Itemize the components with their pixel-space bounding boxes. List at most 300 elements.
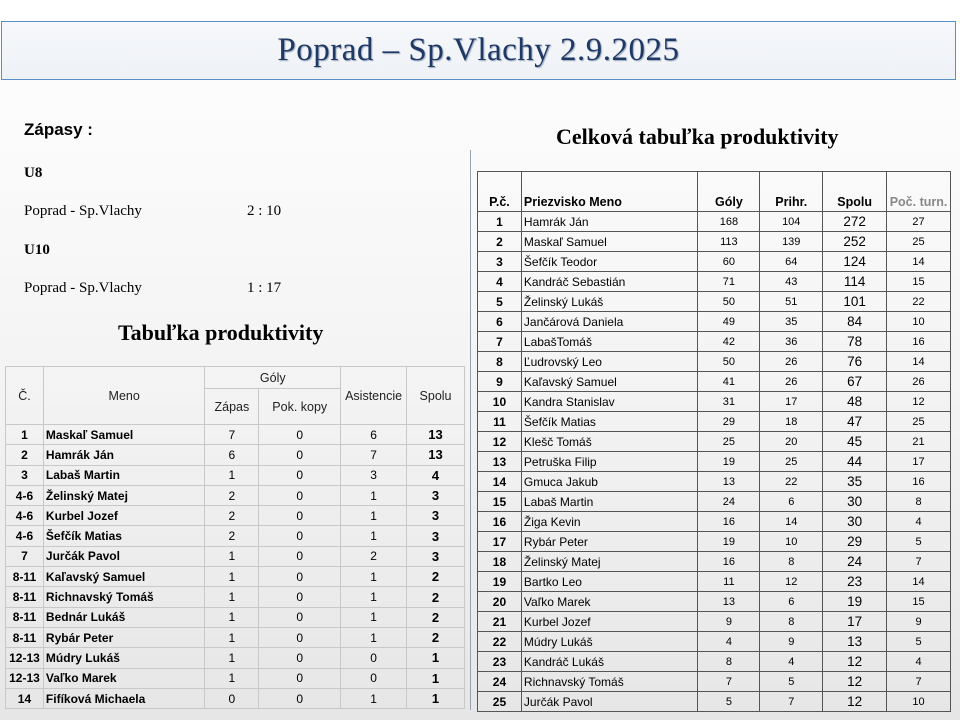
table-row [478,452,951,472]
table-row [478,572,951,592]
table-cell: Kandráč Sebastián [521,272,698,292]
table-cell: 17 [823,612,887,632]
table-cell: 3 [6,465,44,485]
title-banner [1,21,956,80]
table-cell: 1 [205,546,259,566]
table-cell: 1 [205,668,259,688]
table-cell: 42 [698,332,760,352]
table-cell: 4 [887,652,951,672]
table-cell: 101 [823,292,887,312]
table-cell: Fifíková Michaela [43,688,205,708]
table-cell: 4-6 [6,526,44,546]
table-row [478,692,951,712]
table-cell: 1 [205,567,259,587]
table-cell: Gmuca Jakub [521,472,698,492]
table-cell: 7 [6,546,44,566]
table-cell: Bednár Lukáš [43,607,205,627]
table-cell: 18 [478,552,522,572]
table-cell: 19 [478,572,522,592]
table-cell: 7 [205,425,259,445]
header-pc: P.č. [478,172,522,212]
table-row [6,688,465,708]
table-cell: 6 [205,445,259,465]
table-cell: 20 [760,432,823,452]
table-cell: 22 [760,472,823,492]
table-cell: 0 [259,627,341,647]
table-cell: 23 [478,652,522,672]
table-cell: Jurčák Pavol [521,692,698,712]
table-cell: 2 [407,627,465,647]
table-row [478,312,951,332]
table-row [6,567,465,587]
table-row [6,526,465,546]
table-cell: 14 [478,472,522,492]
table-cell: 5 [478,292,522,312]
table-cell: 1 [407,688,465,708]
table-cell: 7 [760,692,823,712]
table-cell: 2 [407,567,465,587]
table-cell: 64 [760,252,823,272]
table-cell: Maskaľ Samuel [43,425,205,445]
table-cell: 8-11 [6,627,44,647]
left-table-title: Tabuľka produktivity [118,320,324,345]
table-cell: 3 [407,546,465,566]
table-cell: 3 [407,526,465,546]
table-row [6,506,465,526]
table-cell: 13 [698,592,760,612]
table-cell: 35 [823,472,887,492]
table-cell: 1 [341,607,407,627]
table-cell: 0 [259,688,341,708]
table-cell: Šefčík Matias [521,412,698,432]
table-cell: 26 [887,372,951,392]
header-meno: Meno [43,367,205,425]
table-cell: 15 [887,592,951,612]
table-cell: 8 [760,552,823,572]
table-cell: 16 [887,332,951,352]
table-cell: Labaš Martin [521,492,698,512]
table-row [6,648,465,668]
match-teams: Poprad - Sp.Vlachy [24,280,142,296]
table-cell: 7 [887,552,951,572]
table-cell: 43 [760,272,823,292]
table-cell: 3 [407,506,465,526]
table-cell: 139 [760,232,823,252]
table-cell: 0 [259,425,341,445]
table-cell: 8 [887,492,951,512]
table-cell: 5 [887,632,951,652]
table-cell: 19 [698,452,760,472]
table-cell: 12 [478,432,522,452]
table-cell: 16 [887,472,951,492]
table-cell: 0 [259,465,341,485]
table-cell: 2 [6,445,44,465]
table-row [478,272,951,292]
table-cell: 14 [887,352,951,372]
table-cell: 0 [259,526,341,546]
table-cell: Ľudrovský Leo [521,352,698,372]
table-cell: Múdry Lukáš [43,648,205,668]
table-cell: 14 [887,252,951,272]
table-cell: 78 [823,332,887,352]
table-cell: 25 [887,232,951,252]
table-cell: 9 [698,612,760,632]
table-cell: 1 [205,627,259,647]
header-poc-turn: Poč. turn. [887,172,951,212]
table-cell: Želinský Matej [43,485,205,505]
header-pok-kopy: Pok. kopy [259,389,341,425]
table-cell: Želinský Matej [521,552,698,572]
table-cell: 1 [341,688,407,708]
table-cell: 8-11 [6,567,44,587]
table-row [6,445,465,465]
table-cell: 1 [341,506,407,526]
table-cell: 0 [205,688,259,708]
table-cell: 104 [760,212,823,232]
match-row [24,203,324,220]
table-cell: Šefčík Matias [43,526,205,546]
table-row [478,212,951,232]
table-cell: 6 [760,592,823,612]
table-cell: 2 [205,526,259,546]
table-cell: 1 [341,485,407,505]
table-cell: 13 [407,445,465,465]
table-cell: Kaľavský Samuel [521,372,698,392]
table-cell: Labaš Martin [43,465,205,485]
table-cell: 30 [823,492,887,512]
table-cell: 12-13 [6,668,44,688]
table-row [6,425,465,445]
table-cell: 1 [407,648,465,668]
table-cell: 8 [478,352,522,372]
header-goly: Góly [698,172,760,212]
table-cell: 21 [478,612,522,632]
table-cell: 2 [407,587,465,607]
table-cell: 7 [478,332,522,352]
table-cell: 3 [341,465,407,485]
table-cell: 3 [478,252,522,272]
table-cell: 114 [823,272,887,292]
table-cell: 12 [760,572,823,592]
divider [470,150,471,710]
table-cell: 0 [341,668,407,688]
table-cell: Hamrák Ján [521,212,698,232]
table-cell: 50 [698,352,760,372]
table-cell: 49 [698,312,760,332]
table-cell: 16 [698,512,760,532]
header-spolu: Spolu [823,172,887,212]
table-cell: 252 [823,232,887,252]
table-cell: 8-11 [6,587,44,607]
table-row [478,672,951,692]
table-cell: 4 [887,512,951,532]
table-cell: 9 [478,372,522,392]
table-cell: 20 [478,592,522,612]
table-cell: Kaľavský Samuel [43,567,205,587]
table-row [478,552,951,572]
table-cell: 272 [823,212,887,232]
table-cell: Vaľko Marek [521,592,698,612]
table-cell: 168 [698,212,760,232]
table-cell: 1 [341,526,407,546]
table-cell: 26 [760,352,823,372]
table-row [478,292,951,312]
header-name: Priezvisko Meno [521,172,698,212]
table-cell: 0 [259,506,341,526]
matches-heading: Zápasy : [24,120,93,139]
table-cell: 6 [341,425,407,445]
table-cell: Petruška Filip [521,452,698,472]
table-row [478,392,951,412]
table-cell: 60 [698,252,760,272]
table-cell: 18 [760,412,823,432]
table-cell: 17 [760,392,823,412]
table-cell: 22 [887,292,951,312]
table-cell: 2 [205,485,259,505]
table-cell: 25 [478,692,522,712]
productivity-table [5,366,465,709]
table-cell: 24 [478,672,522,692]
match-score: 2 : 10 [247,203,282,219]
table-cell: 8 [698,652,760,672]
table-row [478,232,951,252]
header-goly: Góly [205,367,341,389]
table-cell: 9 [760,632,823,652]
table-cell: 7 [698,672,760,692]
table-cell: 7 [887,672,951,692]
table-cell: 0 [341,648,407,668]
table-cell: 8-11 [6,607,44,627]
table-cell: 47 [823,412,887,432]
table-cell: Múdry Lukáš [521,632,698,652]
table-cell: 4 [760,652,823,672]
table-cell: 15 [478,492,522,512]
table-cell: 41 [698,372,760,392]
table-cell: Žiga Kevin [521,512,698,532]
table-cell: 25 [698,432,760,452]
table-cell: 84 [823,312,887,332]
table-cell: 12 [823,672,887,692]
table-cell: Jančárová Daniela [521,312,698,332]
table-cell: 29 [823,532,887,552]
table-cell: 0 [259,668,341,688]
table-cell: 113 [698,232,760,252]
table-cell: 21 [887,432,951,452]
table-cell: Rybár Peter [43,627,205,647]
table-row [478,352,951,372]
table-cell: 24 [823,552,887,572]
table-cell: 0 [259,546,341,566]
table-cell: 22 [478,632,522,652]
table-cell: 45 [823,432,887,452]
table-row [478,372,951,392]
table-cell: 13 [698,472,760,492]
table-row [6,668,465,688]
table-cell: 1 [205,648,259,668]
table-cell: 1 [205,465,259,485]
table-cell: 3 [407,485,465,505]
table-cell: Kurbel Jozef [521,612,698,632]
table-row [478,252,951,272]
table-cell: Kandra Stanislav [521,392,698,412]
table-cell: 48 [823,392,887,412]
table-cell: 2 [205,506,259,526]
table-row [478,472,951,492]
table-cell: 10 [760,532,823,552]
table-cell: 14 [887,572,951,592]
table-cell: 6 [760,492,823,512]
table-cell: 4-6 [6,485,44,505]
table-cell: 36 [760,332,823,352]
table-row [6,465,465,485]
table-row [6,485,465,505]
table-cell: 0 [259,567,341,587]
page-title: Poprad – Sp.Vlachy 2.9.2025 [277,32,680,68]
table-cell: 30 [823,512,887,532]
table-cell: 9 [887,612,951,632]
header-prihr: Prihr. [760,172,823,212]
header-asistencie: Asistencie [341,367,407,425]
table-cell: 31 [698,392,760,412]
table-cell: 15 [887,272,951,292]
match-score: 1 : 17 [247,280,282,296]
table-row [478,652,951,672]
header-zapas: Zápas [205,389,259,425]
header-spolu: Spolu [407,367,465,425]
table-cell: 12 [887,392,951,412]
table-cell: 25 [760,452,823,472]
table-row [6,546,465,566]
match-teams: Poprad - Sp.Vlachy [24,203,142,219]
table-cell: 1 [205,587,259,607]
table-cell: 26 [760,372,823,392]
table-cell: Maskaľ Samuel [521,232,698,252]
table-row [478,412,951,432]
category-label: U10 [24,242,50,258]
table-cell: 17 [887,452,951,472]
table-cell: 17 [478,532,522,552]
table-cell: 1 [341,567,407,587]
table-cell: 12 [823,652,887,672]
table-cell: 35 [760,312,823,332]
overall-productivity-table [477,171,951,712]
table-cell: Rybár Peter [521,532,698,552]
table-cell: 1 [341,627,407,647]
table-cell: 4 [478,272,522,292]
table-row [478,532,951,552]
table-cell: 16 [478,512,522,532]
table-cell: 2 [478,232,522,252]
table-row [478,432,951,452]
table-cell: 25 [887,412,951,432]
table-cell: 14 [6,688,44,708]
table-row [6,627,465,647]
table-cell: Hamrák Ján [43,445,205,465]
table-cell: 27 [887,212,951,232]
table-cell: 13 [407,425,465,445]
header-c: Č. [6,367,44,425]
table-cell: 50 [698,292,760,312]
table-cell: 10 [478,392,522,412]
table-cell: 4 [698,632,760,652]
table-cell: 16 [698,552,760,572]
match-row [24,280,324,297]
table-cell: 2 [341,546,407,566]
table-cell: 13 [823,632,887,652]
table-cell: 10 [887,312,951,332]
table-cell: 1 [341,587,407,607]
table-cell: 76 [823,352,887,372]
table-cell: 19 [823,592,887,612]
table-cell: 6 [478,312,522,332]
table-cell: 8 [760,612,823,632]
table-row [6,587,465,607]
table-cell: 1 [407,668,465,688]
right-table-title: Celková tabuľka produktivity [556,124,839,149]
table-cell: Vaľko Marek [43,668,205,688]
table-cell: 7 [341,445,407,465]
table-cell: 4 [407,465,465,485]
table-row [478,512,951,532]
table-cell: Bartko Leo [521,572,698,592]
table-cell: 10 [887,692,951,712]
table-cell: 44 [823,452,887,472]
table-cell: Želinský Lukáš [521,292,698,312]
table-cell: 13 [478,452,522,472]
table-cell: 14 [760,512,823,532]
table-cell: 11 [478,412,522,432]
table-cell: 67 [823,372,887,392]
table-cell: 4-6 [6,506,44,526]
table-cell: 124 [823,252,887,272]
table-cell: 2 [407,607,465,627]
table-cell: 12-13 [6,648,44,668]
table-cell: 0 [259,485,341,505]
table-cell: 24 [698,492,760,512]
table-cell: Jurčák Pavol [43,546,205,566]
table-row [6,607,465,627]
table-cell: 5 [760,672,823,692]
table-cell: 71 [698,272,760,292]
table-cell: Kandráč Lukáš [521,652,698,672]
table-cell: 29 [698,412,760,432]
table-cell: 1 [6,425,44,445]
table-cell: 1 [205,607,259,627]
table-row [478,632,951,652]
table-cell: 23 [823,572,887,592]
table-cell: 12 [823,692,887,712]
table-cell: 0 [259,587,341,607]
table-cell: Klešč Tomáš [521,432,698,452]
table-cell: 51 [760,292,823,312]
table-cell: 0 [259,607,341,627]
table-cell: 1 [478,212,522,232]
table-row [478,612,951,632]
table-cell: LabašTomáš [521,332,698,352]
table-cell: 5 [698,692,760,712]
table-cell: 0 [259,445,341,465]
table-cell: Kurbel Jozef [43,506,205,526]
table-cell: Šefčík Teodor [521,252,698,272]
table-row [478,332,951,352]
table-cell: 5 [887,532,951,552]
table-row [478,592,951,612]
table-cell: 19 [698,532,760,552]
table-cell: Richnavský Tomáš [521,672,698,692]
category-label: U8 [24,165,43,181]
table-row [478,492,951,512]
table-cell: 11 [698,572,760,592]
